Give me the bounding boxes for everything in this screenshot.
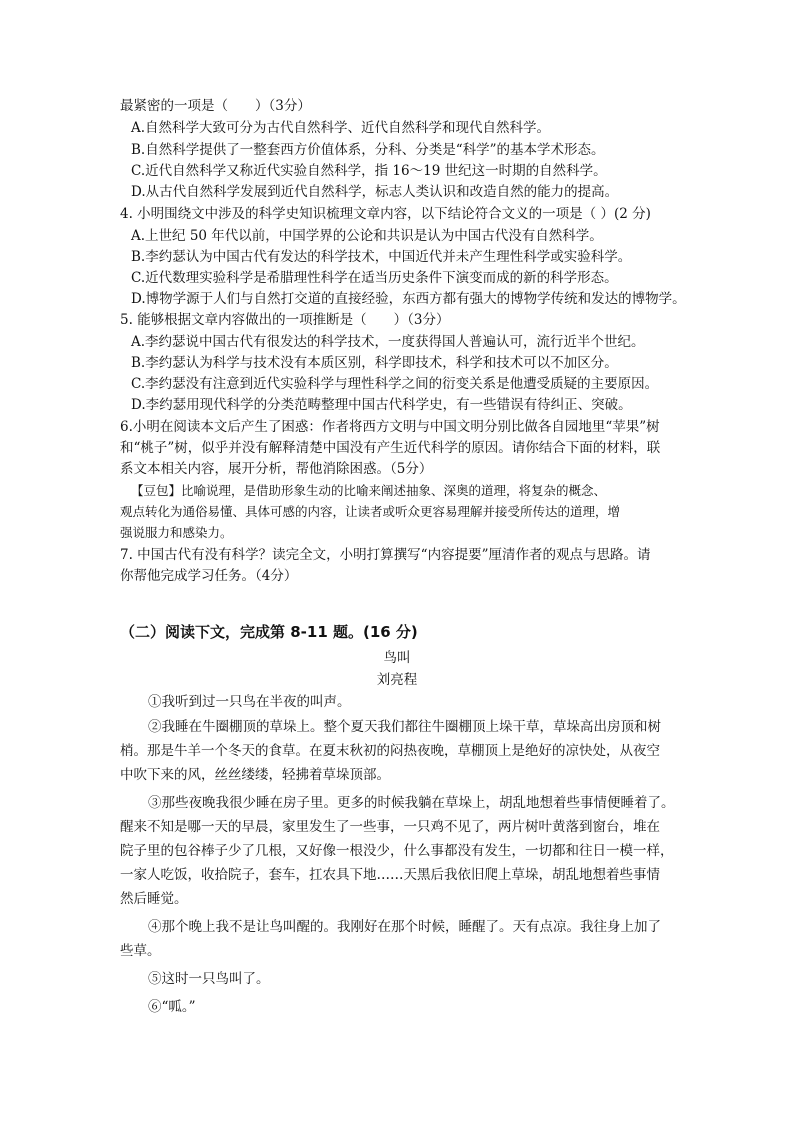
paragraph-4-line-2: 些草。 <box>120 943 161 959</box>
paragraph-4-line-1: ④那个晚上我不是让鸟叫醒的。我刚好在那个时候，睡醒了。天有点凉。我往身上加了 <box>148 919 661 935</box>
q4-option-a: A.上世纪 50 年代以前，中国学界的公论和共识是认为中国古代没有自然科学。 <box>131 228 603 244</box>
q7-line-2: 你帮他完成学习任务。（4分） <box>120 568 298 584</box>
paragraph-6-line-1: ⑥“呱。” <box>148 999 196 1015</box>
paragraph-3-line-4: 一家人吃饭，收拾院子，套车，扛农具下地……天黑后我依旧爬上草垛，胡乱地想着些事情 <box>120 867 660 883</box>
q5-option-a: A.李约瑟说中国古代有很发达的科学技术，一度获得国人普遍认可，流行近半个世纪。 <box>131 334 645 350</box>
q5-option-b: B.李约瑟认为科学与技术没有本质区别，科学即技术，科学和技术可以不加区分。 <box>131 355 618 371</box>
paragraph-5-line-1: ⑤这时一只鸟叫了。 <box>148 971 270 987</box>
paragraph-1-line-1: ①我听到过一只鸟在半夜的叫声。 <box>148 694 351 710</box>
q4-option-d: D.博物学源于人们与自然打交道的直接经验，东西方都有强大的博物学传统和发达的博物学。 <box>131 291 686 307</box>
q4-option-c: C.近代数理实验科学是希腊理性科学在适当历史条件下演变而成的新的科学形态。 <box>131 270 618 286</box>
section-heading: （二）阅读下文，完成第 8-11 题。(16 分) <box>120 623 418 641</box>
q6-line-3: 系文本相关内容，展开分析，帮他消除困惑。（5分） <box>120 461 433 477</box>
q3-option-c: C.近代自然科学又称近代实验自然科学，指 16～19 世纪这一时期的自然科学。 <box>131 163 607 179</box>
paragraph-2-line-2: 梢。那是牛羊一个冬天的食草。在夏末秋初的闷热夜晚，草棚顶上是绝好的凉快处，从夜空 <box>120 743 660 759</box>
q3-option-b: B.自然科学提供了一整套西方价值体系，分科、分类是“科学”的基本学术形态。 <box>131 142 605 158</box>
q5-option-d: D.李约瑟用现代科学的分类范畴整理中国古代科学史，有一些错误有待纠正、突破。 <box>131 397 632 413</box>
q6-material-line-1: 【豆包】比喻说理，是借助形象生动的比喻来阐述抽象、深奥的道理，将复杂的概念、 <box>131 483 607 498</box>
paragraph-2-line-3: 中吹下来的风，丝丝缕缕，轻拂着草垛顶部。 <box>120 767 390 783</box>
paragraph-3-line-3: 院子里的包谷棒子少了几根，又好像一根没少，什么事都没有发生，一切都和往日一模一样， <box>120 843 674 859</box>
q5-stem: 5. 能够根据文章内容做出的一项推断是（ ）（3分） <box>120 312 450 328</box>
article-title: 鸟叫 <box>383 650 411 666</box>
q5-option-c: C.李约瑟没有注意到近代实验科学与理性科学之间的衍变关系是他遭受质疑的主要原因。 <box>131 376 659 392</box>
q7-line-1: 7. 中国古代有没有科学？读完全文，小明打算撰写“内容提要”厘清作者的观点与思路。请 <box>120 547 651 563</box>
q6-material-line-2: 观点转化为通俗易懂、具体可感的内容，让读者或听众更容易理解并接受所传达的道理，增 <box>120 504 621 519</box>
paragraph-3-line-5: 然后睡觉。 <box>120 891 188 907</box>
paragraph-3-line-2: 醒来不知是哪一天的早晨，家里发生了一些事，一只鸡不见了，两片树叶黄落到窗台，堆在 <box>120 819 660 835</box>
article-author: 刘亮程 <box>376 672 418 688</box>
q6-line-1: 6.小明在阅读本文后产生了困惑：作者将西方文明与中国文明分别比做各自园地里“苹果”树 <box>120 419 660 435</box>
paragraph-2-line-1: ②我睡在牛圈棚顶的草垛上。整个夏天我们都往牛圈棚顶上垛干草，草垛高出房顶和树 <box>148 719 661 735</box>
q3-stem: 最紧密的一项是（ ）（3分） <box>120 98 311 114</box>
q3-option-d: D.从古代自然科学发展到近代自然科学，标志人类认识和改造自然的能力的提高。 <box>131 184 619 200</box>
q6-line-2: 和“桃子”树，似乎并没有解释清楚中国没有产生近代科学的原因。请你结合下面的材料，联 <box>120 440 661 456</box>
q4-stem: 4. 小明围绕文中涉及的科学史知识梳理文章内容，以下结论符合文义的一项是（ ）(2 分) <box>120 206 651 222</box>
q3-option-a: A.自然科学大致可分为古代自然科学、近代自然科学和现代自然科学。 <box>131 120 551 136</box>
q6-material-line-3: 强说服力和感染力。 <box>120 525 233 540</box>
q4-option-b: B.李约瑟认为中国古代有发达的科学技术，中国近代并未产生理性科学或实验科学。 <box>131 249 632 265</box>
paragraph-3-line-1: ③那些夜晚我很少睡在房子里。更多的时候我躺在草垛上，胡乱地想着些事情便睡着了。 <box>148 795 675 811</box>
